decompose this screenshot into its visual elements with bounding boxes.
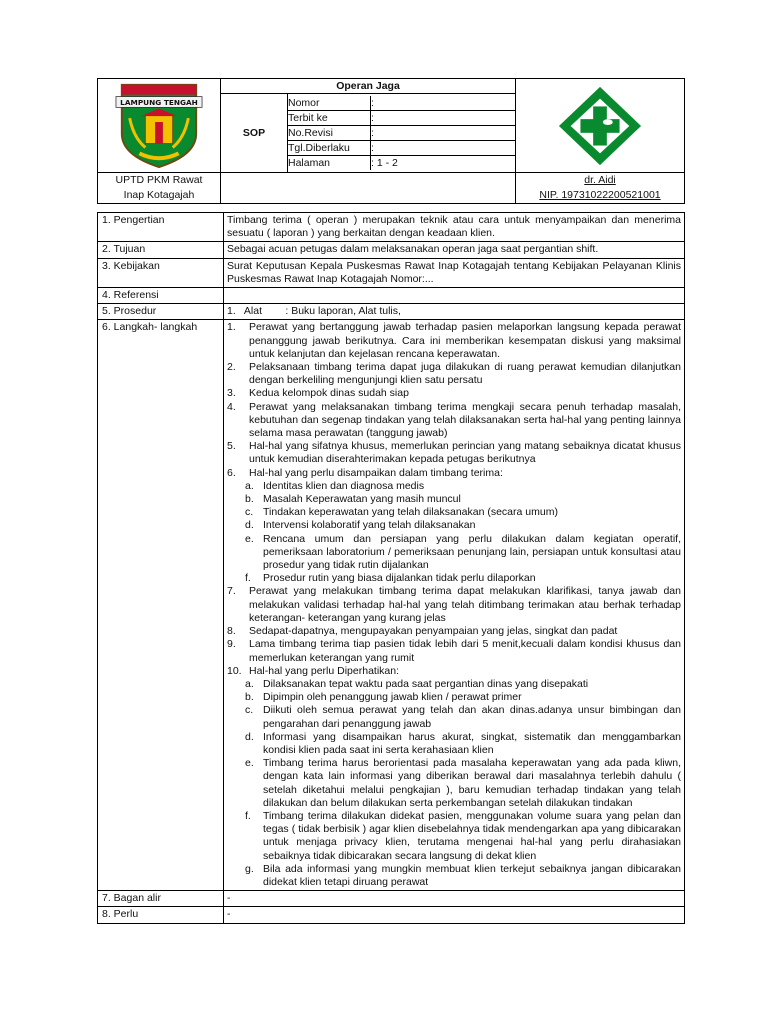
document-title: Operan Jaga [221, 79, 516, 94]
svg-text:LAMPUNG TENGAH: LAMPUNG TENGAH [120, 97, 198, 107]
list-item: 1. Perawat yang bertanggung jawab terhadap pasien melaporkan langsung kepada perawat penanggung jawab berikutnya. Cara ini memberikan kesempatan diskusi yang maksimal untuk kelanjutan dan kejelasan rencana keperawatan. [227, 321, 681, 360]
lampung-tengah-emblem-icon [99, 79, 219, 169]
meta-row: No.Revisi : [288, 126, 515, 141]
signer-name: dr. Aidi [584, 174, 616, 186]
list-item: b. Dipimpin oleh penanggung jawab klien / perawat primer [245, 691, 522, 704]
row-prosedur: 5. Prosedur 1. Alat : Buku laporan, Alat tulis, [98, 304, 685, 320]
list-item: 5. Hal-hal yang sifatnya khusus, memerlukan perincian yang matang sebaiknya dicatat khusus untuk kemudian diserahterimakan kepada petugas berikutnya [227, 440, 681, 466]
meta-row: Nomor : [288, 96, 515, 111]
list-item: e. Timbang terima harus berorientasi pada masalaha keperawatan yang ada pada kliwn, dengan kata lain informasi yang diberikan berawal dari masalahnya terlebih dahulu ( setelah diketahui melalui pengkajian ), baru kemudian terhadap tindakan yang telah dilakukan dan belum dilakukan serta perkembangan setelah dilakukan tindakan [245, 757, 681, 809]
list-item: 4. Perawat yang melaksanakan timbang terima mengkaji secara penuh terhadap masalah, kebutuhan dan segenap tindakan yang telah dilaksanakan serta hal-hal yang penting lainnya selama masa perawatan (tanggung jawab) [227, 400, 681, 440]
row-pengertian: 1. Pengertian Timbang terima ( operan ) merupakan teknik atau cara untuk menyampaikan dan menerima sesuatu ( laporan ) yang berkaitan dengan keadaan klien. [98, 213, 685, 242]
sop-meta-table [288, 96, 515, 170]
district-logo-cell [98, 79, 221, 173]
row-perlu: 8. Perlu - [98, 907, 685, 923]
list-item: 9. Lama timbang terima tiap pasien tidak lebih dari 5 menit,kecuali dalam kondisi khusus dan memerlukan keterangan yang rumit [227, 638, 681, 664]
row-bagan-alir: 7. Bagan alir - [98, 891, 685, 907]
signer-block [516, 173, 685, 204]
list-item: 2. Pelaksanaan timbang terima dapat juga dilakukan di ruang perawat kemudian dilanjutkan dengan berkeliling mengunjungi klien satu persatu [227, 361, 681, 387]
list-item: f. Prosedur rutin yang biasa dijalankan tidak perlu dilaporkan [245, 572, 536, 585]
meta-row: Halaman : 1 - 2 [288, 156, 515, 171]
list-item: 3. Kedua kelompok dinas sudah siap [227, 387, 409, 400]
list-item: 7. Perawat yang melakukan timbang terima dapat melakukan klarifikasi, tanya jawab dan melakukan validasi terhadap hal-hal yang telah ditimbang terimakan atau berhak terhadap keterangan- keterangan yang kurang jelas [227, 585, 681, 624]
langkah-content [224, 320, 685, 891]
sop-header [97, 78, 685, 204]
list-item: b. Masalah Keperawatan yang masih muncul [245, 493, 461, 506]
list-item: a. Identitas klien dan diagnosa medis [245, 479, 425, 492]
row-referensi: 4. Referensi [98, 288, 685, 304]
sub-list-6 [227, 480, 681, 586]
sop-meta-cell [288, 94, 516, 173]
meta-row: Terbit ke : [288, 111, 515, 126]
puskesmas-logo-cell [516, 79, 685, 173]
puskesmas-cross-logo-icon [550, 81, 650, 169]
list-item: g. Bila ada informasi yang mungkin membuat klien terkejut sebaiknya jangan dibicarakan didekat klien tetapi diruang perawat [245, 862, 681, 888]
meta-row: Tgl.Diberlaku : [288, 141, 515, 156]
list-item: c. Diikuti oleh semua perawat yang telah dan akan dinas.adanya unsur bimbingan dan pengarahan dari penanggung jawab [245, 704, 681, 730]
sub-list-10 [227, 678, 681, 889]
list-item: d. Intervensi kolaboratif yang telah dilaksanakan [245, 519, 476, 532]
list-item: 6. Hal-hal yang perlu disampaikan dalam timbang terima: a. Identitas klien dan diagnosa medis b. Masalah Keperawatan yang masih muncul c. Tindakan keperawatan yang telah dilaksanakan (secara umum) d. Intervensi kolaboratif yang telah dilaksanakan e. Rencana umum dan persiapan yang perlu dilakukan dalam kegiatan operatif, pemeriksaan laboratorium / pemeriksaan penunjang lain, persiapan untuk konsultasi atau prosedur yang tidak rutin dijalankan f. Prosedur rutin yang biasa dijalankan tidak perlu dilaporkan [227, 466, 681, 585]
list-item: f. Timbang terima dilakukan didekat pasien, menggunakan volume suara yang pelan dan tegas ( tidak berbisik ) agar klien disebelahnya tidak mendengarkan apa yang dibicarakan untuk menjaga privacy klien, terutama mengenai hal-hal yang perlu dirahasiakan sebaiknya tidak dibicarakan secara langsung di dekat klien [245, 809, 681, 862]
steps-list [227, 321, 681, 889]
list-item: a. Dilaksanakan tepat waktu pada saat pergantian dinas yang disepakati [245, 677, 589, 690]
sop-label: SOP [221, 94, 288, 173]
signer-nip: NIP. 19731022200521001 [539, 189, 661, 201]
list-item: e. Rencana umum dan persiapan yang perlu dilakukan dalam kegiatan operatif, pemeriksaan laboratorium / pemeriksaan penunjang lain, persiapan untuk konsultasi atau prosedur yang tidak rutin dijalankan [245, 532, 681, 572]
list-item: d. Informasi yang disampaikan harus akurat, singkat, sistematik dan menggambarkan kondisi klien pada saat ini serta kerahasiaan klien [245, 730, 681, 756]
organization-name: UPTD PKM Rawat Inap Kotagajah [98, 173, 221, 204]
list-item: c. Tindakan keperawatan yang telah dilaksanakan (secara umum) [245, 506, 558, 519]
list-item: 10. Hal-hal yang perlu Diperhatikan: a. Dilaksanakan tepat waktu pada saat pergantian dinas yang disepakati b. Dipimpin oleh penanggung jawab klien / perawat primer c. Diikuti oleh semua perawat yang telah dan akan dinas.adanya unsur bimbingan dan pengarahan dari penanggung jawab d. Informasi yang disampaikan harus akurat, singkat, sistematik dan menggambarkan kondisi klien pada saat ini serta kerahasiaan klien e. Timbang terima harus berorientasi pada masalaha keperawatan yang ada pada kliwn, dengan kata lain informasi yang diberikan berawal dari masalahnya terlebih dahulu ( setelah diketahui melalui pengkajian ), baru kemudian terhadap tindakan yang telah dilakukan dan belum dilakukan serta perkembangan setelah dilakukan tindakan f. Timbang terima dilakukan didekat pasien, menggunakan volume suara yang pelan dan tegas ( tidak berbisik ) agar klien disebelahnya tidak mendengarkan apa yang dibicarakan untuk menjaga privacy klien, terutama mengenai hal-hal yang perlu dirahasiakan sebaiknya tidak dibicarakan secara langsung di dekat klien g. Bila ada informasi yang mungkin membuat klien terkejut sebaiknya jangan dibicarakan didekat klien tetapi diruang perawat [227, 664, 681, 888]
row-kebijakan: 3. Kebijakan Surat Keputusan Kepala Puskesmas Rawat Inap Kotagajah tentang Kebijakan Pelayanan Klinis Puskesmas Rawat Inap Kotagajah Nomor:... [98, 258, 685, 287]
row-tujuan: 2. Tujuan Sebagai acuan petugas dalam melaksanakan operan jaga saat pergantian shift. [98, 242, 685, 258]
list-item: 8. Sedapat-dapatnya, mengupayakan penyampaian yang jelas, singkat dan padat [227, 625, 618, 638]
sop-body-table [97, 212, 685, 924]
blank-cell [221, 173, 516, 204]
row-langkah: 6. Langkah- langkah 1. Perawat yang bertanggung jawab terhadap pasien melaporkan langsung kepada perawat penanggung jawab berikutnya. Cara ini memberikan kesempatan diskusi yang maksimal untuk kelanjutan dan kejelasan rencana keperawatan. 2. Pelaksanaan timbang terima dapat juga dilakukan di ruang perawat kemudian dilanjutkan dengan berkeliling mengunjungi klien satu persatu 3. Kedua kelompok dinas sudah siap 4. Perawat yang melaksanakan timbang terima mengkaji secara penuh terhadap masalah, kebutuhan dan segenap tindakan yang telah dilaksanakan serta hal-hal yang penting lainnya selama masa perawatan (tanggung jawab) 5. Hal-hal yang sifatnya khusus, memerlukan perincian yang matang sebaiknya dicatat khusus untuk kemudian diserahterimakan kepada petugas berikutnya 6. Hal-hal yang perlu disampaikan dalam timbang terima: a. Identitas klien dan diagnosa medis b. Masalah Keperawatan yang masih muncul c. Tindakan keperawatan yang telah dilaksanakan (secara umum) d. Intervensi kolaboratif yang telah dilaksanakan e. Rencana umum dan persiapan yang perlu dilakukan dalam kegiatan operatif, pemeriksaan laboratorium / pemeriksaan penunjang lain, persiapan untuk konsultasi atau prosedur yang tidak rutin dijalankan f. Prosedur rutin yang biasa dijalankan tidak perlu dilaporkan 7. Perawat yang melakukan timbang terima dapat melakukan klarifikasi, tanya jawab dan melakukan validasi terhadap hal-hal yang telah ditimbang terimakan atau berhak terhadap keterangan- keterangan yang kurang jelas 8. Sedapat-dapatnya, mengupayakan penyampaian yang jelas, singkat dan padat 9. Lama timbang terima tiap pasien tidak lebih dari 5 menit,kecuali dalam kondisi khusus dan memerlukan keterangan yang rumit 10. Hal-hal yang perlu Diperhatikan: a. Dilaksanakan tepat waktu pada saat pergantian dinas yang disepakati b. Dipimpin oleh penanggung jawab klien / perawat primer c. Diikuti oleh semua perawat yang telah dan akan dinas.adanya unsur bimbingan dan pengarahan dari penanggung jawab d. Informasi yang disampaikan harus akurat, singkat, sistematik dan menggambarkan kondisi klien pada saat ini serta kerahasiaan klien e. Timbang terima harus berorientasi pada masalaha keperawatan yang ada pada kliwn, dengan kata lain informasi yang diberikan berawal dari masalahnya terlebih dahulu ( setelah diketahui melalui pengkajian ), baru kemudian terhadap tindakan yang telah dilakukan dan belum dilakukan serta perkembangan setelah dilakukan tindakan f. Timbang terima dilakukan didekat pasien, menggunakan volume suara yang pelan dan tegas ( tidak berbisik ) agar klien disebelahnya tidak mendengarkan apa yang dibicarakan untuk menjaga privacy klien, terutama mengenai hal-hal yang perlu dirahasiakan sebaiknya tidak dibicarakan secara langsung di dekat klien g. Bila ada informasi yang mungkin membuat klien terkejut sebaiknya jangan dibicarakan didekat klien tetapi diruang perawat [98, 320, 685, 891]
